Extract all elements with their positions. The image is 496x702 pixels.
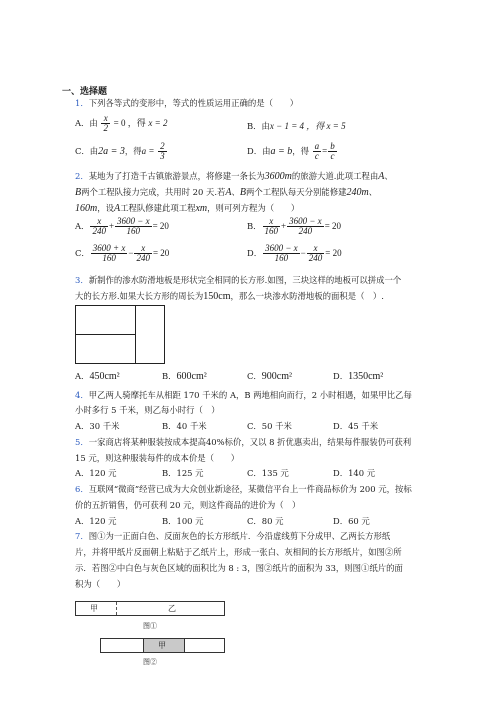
q2-option-a[interactable]: A． $\frac{x}{240}$ + $\frac{3600 - x}{160}$ = 20 xyxy=(75,216,169,236)
q5-option-b[interactable]: B．125 元 xyxy=(162,468,204,478)
q5-number: 5． xyxy=(75,437,89,447)
q1-c-eq: 2a = 3 xyxy=(98,146,125,157)
q2-line3: 160m，设A工程队修建此项工程xm，则可列方程为（ ） xyxy=(75,203,300,214)
q1-a-label: A．由 xyxy=(75,118,98,128)
q2-d-fraction-1: $\frac{3600 - x}{160}$ xyxy=(265,243,298,263)
q1-a-fraction: $\frac{x}{2}$ xyxy=(103,113,108,133)
q5-option-c[interactable]: C．135 元 xyxy=(247,468,289,478)
q2-number: 2． xyxy=(75,171,89,181)
q3-option-a[interactable]: A．450cm² xyxy=(75,371,120,382)
q2-c-fraction-2: $\frac{x}{240}$ xyxy=(136,243,150,263)
q3-option-d[interactable]: D．1350cm² xyxy=(333,371,384,382)
q1-option-d[interactable]: D．由a = b，得 $\frac{a}{c}$ = $\frac{b}{c}$ xyxy=(247,141,335,161)
q1-d-eq: a = b xyxy=(270,146,293,157)
q6-option-b[interactable]: B．100 元 xyxy=(162,516,204,526)
q6-option-c[interactable]: C．80 元 xyxy=(247,516,284,526)
q6-number: 6． xyxy=(75,484,89,494)
q4-option-d[interactable]: D．45 千米 xyxy=(333,421,379,431)
q1-c-fraction: $\frac{2}{3}$ xyxy=(160,141,165,161)
q7-fig1-yi-label: 乙 xyxy=(168,604,176,613)
q1-d-fraction-2: $\frac{b}{c}$ xyxy=(330,141,335,161)
q2-line1: 2．某地为了打造千古镇旅游景点，将修建一条长为3600m的旅游大道.此项工程由A、 xyxy=(75,171,393,182)
q1-d-fraction-1: $\frac{a}{c}$ xyxy=(314,141,320,161)
q1-c-mid: ，得 xyxy=(124,146,142,156)
q2-d-fraction-2: $\frac{x}{240}$ xyxy=(308,243,323,263)
q5-line2: 15 元，则这种服装每件的成本价是（ ） xyxy=(75,453,240,463)
q6-line2: 价的五折销售，仍可获利 20 元，则这件商品的进价为（ ） xyxy=(75,500,301,510)
q1-option-b[interactable] xyxy=(247,119,346,132)
q4-line1: 4．甲乙两人骑摩托车从相距 170 千米的 A，B 两地相向而行，2 小时相遇，如果甲比乙每 xyxy=(75,390,412,400)
q1-number: 1． xyxy=(75,98,89,108)
q7-line1: 7．图①为一正面白色、反面灰色的长方形纸片．今沿虚线剪下分成甲、乙两长方形纸 xyxy=(75,531,391,541)
q7-figure-1 xyxy=(75,601,225,616)
q1-stem xyxy=(75,97,298,109)
q1-b-label: B．由 xyxy=(247,121,270,131)
q1-a-result: x = 2 xyxy=(148,118,168,128)
q1-d-label: D．由 xyxy=(247,146,271,156)
q7-line2: 片，并将甲纸片反面朝上粘贴于乙纸片上，形成一张白、灰相间的长方形纸片，如图②所 xyxy=(75,547,402,557)
q7-fig1-caption: 图① xyxy=(143,622,157,630)
q6-line1: 6．互联网“微商”经营已成为大众创业新途径，某微信平台上一件商品标价为 200 元，按标 xyxy=(75,484,412,494)
section-title: 一、选择题 xyxy=(62,87,108,97)
q6-option-a[interactable]: A．120 元 xyxy=(75,516,117,526)
q4-option-b[interactable]: B．40 千米 xyxy=(162,421,207,431)
q5-line1: 5．一家商店将某种服装按成本提高40%标价，又以 8 折优惠卖出，结果每件服装仍可获利 xyxy=(75,437,412,447)
q1-text: 下列各等式的变形中，等式的性质运用正确的是（ ） xyxy=(88,98,299,108)
q1-c-var: a = xyxy=(141,146,155,156)
q3-line1: 3．新制作的渗水防滑地板是形状完全相同的长方形.如图，三块这样的地板可以拼成一个 xyxy=(75,275,402,285)
q7-line4: 积为（ ） xyxy=(75,579,126,589)
q3-number: 3． xyxy=(75,275,89,285)
q7-number: 7． xyxy=(75,531,89,541)
q2-line2: B两个工程队接力完成，共用时 20 天.若A、B两个工程队每天分别能修建240m、 xyxy=(75,187,378,198)
q1-c-label: C．由 xyxy=(75,146,99,156)
q3-option-c[interactable]: C．900cm² xyxy=(247,371,293,382)
q1-b-eq: x − 1 = 4 ，得 x = 5 xyxy=(269,121,346,131)
q4-option-c[interactable]: C．50 千米 xyxy=(247,421,292,431)
q1-a-eq: = 0 ，得 xyxy=(113,118,146,128)
q2-c-fraction-1: $\frac{3600 + x}{160}$ xyxy=(92,243,126,263)
q4-option-a[interactable]: A．30 千米 xyxy=(75,421,120,431)
q1-option-c[interactable] xyxy=(75,142,168,161)
q7-fig1-dashed-cut xyxy=(116,602,118,615)
q7-fig2-caption: 图② xyxy=(143,658,157,666)
q4-number: 4． xyxy=(75,390,89,400)
q2-option-d[interactable]: D． $\frac{3600 - x}{160}$ − $\frac{x}{240}$ = 20 xyxy=(247,243,342,263)
q1-d-mid: ，得 xyxy=(292,146,309,156)
q5-option-a[interactable]: A．120 元 xyxy=(75,468,117,478)
q2-a-fraction-1: $\frac{x}{240}$ xyxy=(92,216,106,236)
q3-line2: 大的长方形.如果大长方形的周长为150cm，那么一块渗水防滑地板的面积是（ ）. xyxy=(75,291,384,302)
q6-option-d[interactable]: D．60 元 xyxy=(333,516,370,526)
q7-fig1-jia-label: 甲 xyxy=(90,604,98,613)
q4-line2: 小时多行 5 千米，则乙每小时行（ ） xyxy=(75,405,220,415)
q2-a-fraction-2: $\frac{3600 - x}{160}$ xyxy=(117,216,150,236)
q5-option-d[interactable]: D．140 元 xyxy=(333,468,376,478)
q7-line3: 示．若图②中白色与灰色区域的面积比为 8 : 3，图②纸片的面积为 33，则图①纸片的面 xyxy=(75,563,403,573)
q2-option-b[interactable]: B． $\frac{x}{160}$ + $\frac{3600 - x}{240}$ = 20 xyxy=(247,216,342,236)
q7-fig2-jia-label: 甲 xyxy=(158,641,166,650)
q3-option-b[interactable]: B．600cm² xyxy=(162,371,207,382)
q1-option-a[interactable] xyxy=(75,114,167,133)
q2-b-fraction-1: $\frac{x}{160}$ xyxy=(264,216,279,236)
q2-option-c[interactable]: C． $\frac{3600 + x}{160}$ − $\frac{x}{240}$ = 20 xyxy=(75,243,170,263)
q3-floor-figure xyxy=(75,305,167,365)
q2-b-fraction-2: $\frac{3600 - x}{240}$ xyxy=(289,216,322,236)
q7-figure-2 xyxy=(100,638,225,653)
